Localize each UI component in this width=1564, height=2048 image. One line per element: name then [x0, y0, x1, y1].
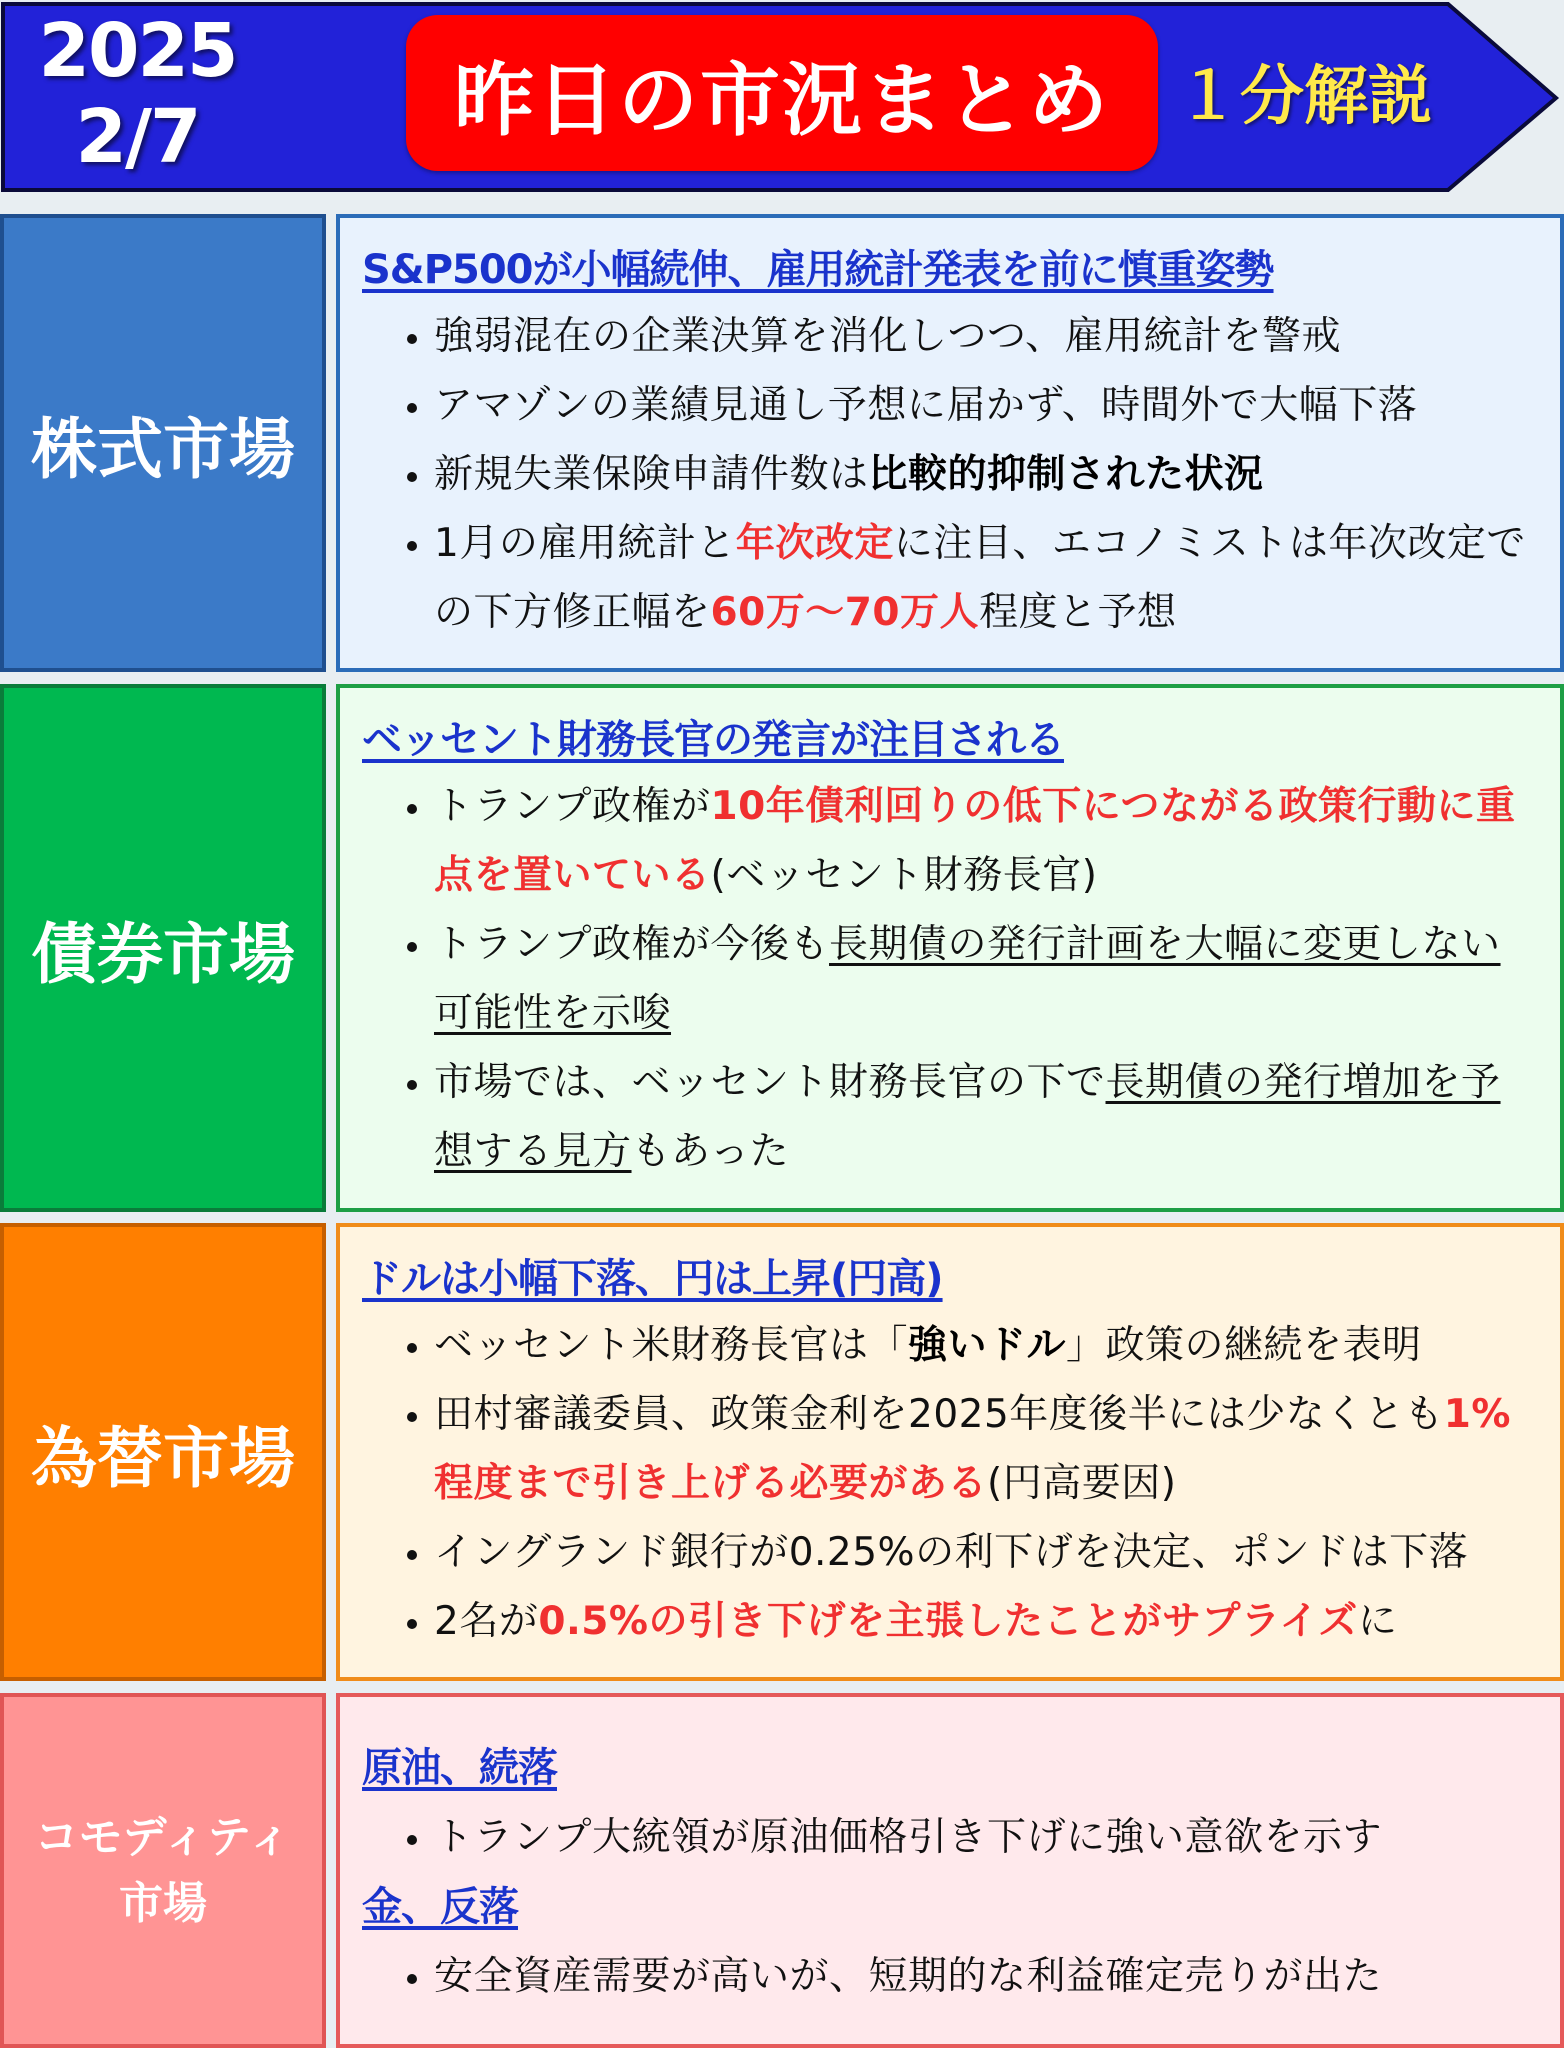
list-item: [434, 302, 1540, 371]
list-item-text: (ベッセント財務長官): [710, 853, 1098, 898]
list-item: [434, 1311, 1540, 1380]
section-label-stock: 株式市場: [0, 214, 326, 672]
section-content-bond: [336, 684, 1564, 1212]
section-bond-market: [0, 684, 1564, 1212]
bullet-list-fx: [362, 1311, 1540, 1656]
list-item-emphasis: 比較的抑制された状況: [868, 452, 1264, 497]
headline-stock[interactable]: S&P500が小幅続伸、雇用統計発表を前に慎重姿勢: [362, 247, 1274, 293]
headline-bond[interactable]: ベッセント財務長官の発言が注目される: [362, 717, 1064, 763]
list-item-highlight: 1%程度まで引き上げる必要がある: [434, 1392, 1511, 1506]
list-item-text: (円高要因): [987, 1461, 1177, 1506]
list-item-text: トランプ政権が: [434, 784, 711, 829]
section-content-fx: [336, 1223, 1564, 1681]
section-label-commodity: コモディティ市場: [0, 1693, 326, 2048]
list-item: [434, 1048, 1540, 1186]
list-item-text: に: [1357, 1599, 1398, 1644]
list-item: [434, 509, 1540, 647]
list-item-underlined: 長期債の発行増加を予想する見方: [434, 1060, 1501, 1174]
list-item-text: 新規失業保険申請件数は: [434, 452, 869, 497]
date-month-day: 2/7: [75, 94, 200, 180]
list-item: [434, 772, 1540, 910]
headline-fx[interactable]: ドルは小幅下落、円は上昇(円高): [362, 1256, 943, 1302]
bullet-list-gold: [362, 1942, 1540, 2011]
list-item-highlight: 60万〜70万人: [710, 590, 980, 635]
list-item-text: もあった: [631, 1129, 790, 1174]
list-item: [434, 371, 1540, 440]
section-fx-market: [0, 1223, 1564, 1681]
list-item-emphasis: 強いドル: [908, 1323, 1067, 1368]
page-subtitle: １分解説: [1176, 60, 1432, 134]
list-item: [434, 1380, 1540, 1518]
list-item: [434, 440, 1540, 509]
list-item-text: トランプ政権が今後も: [434, 922, 830, 967]
date-year: 2025: [38, 8, 237, 94]
list-item: [434, 1518, 1540, 1587]
list-item-text: 田村審議委員、政策金利を2025年度後半には少なくとも: [434, 1392, 1444, 1437]
bullet-list-bond: [362, 772, 1540, 1186]
list-item-text: 安全資産需要が高いが、短期的な利益確定売りが出た: [434, 1954, 1383, 1999]
headline-gold[interactable]: 金、反落: [362, 1884, 518, 1930]
list-item-text: 」政策の継続を表明: [1066, 1323, 1422, 1368]
section-content-commodity: [336, 1693, 1564, 2048]
list-item-text: アマゾンの業績見通し予想に届かず、時間外で大幅下落: [434, 383, 1418, 428]
list-item: [434, 910, 1540, 1048]
list-item-text: 2名が: [434, 1599, 539, 1644]
list-item: [434, 1942, 1540, 2011]
list-item-text: 市場では、ベッセント財務長官の下で: [434, 1060, 1106, 1105]
page-title: 昨日の市況まとめ: [406, 15, 1158, 171]
date-display: [0, 8, 275, 188]
section-label-fx: 為替市場: [0, 1223, 326, 1681]
list-item: [434, 1587, 1540, 1656]
section-stock-market: [0, 214, 1564, 672]
section-content-stock: [336, 214, 1564, 672]
list-item: [434, 1803, 1540, 1872]
list-item-text: イングランド銀行が0.25%の利下げを決定、ポンドは下落: [434, 1530, 1469, 1575]
bullet-list-stock: [362, 302, 1540, 647]
list-item-text: に注目、エコノミストは年次改定での下方修正幅を: [434, 521, 1526, 635]
list-item-highlight: 年次改定: [735, 521, 894, 566]
section-commodity-market: [0, 1693, 1564, 2048]
bullet-list-crude-oil: [362, 1803, 1540, 1872]
list-item-text: 程度と予想: [979, 590, 1177, 635]
list-item-text: トランプ大統領が原油価格引き下げに強い意欲を示す: [434, 1815, 1383, 1860]
headline-crude-oil[interactable]: 原油、続落: [362, 1745, 557, 1791]
header-banner: [0, 0, 1564, 196]
section-label-bond: 債券市場: [0, 684, 326, 1212]
list-item-highlight: 10年債利回りの低下につながる政策行動に重点を置いている: [434, 784, 1516, 898]
list-item-highlight: 0.5%の引き下げを主張したことがサプライズ: [538, 1599, 1358, 1644]
list-item-underlined: 長期債の発行計画を大幅に変更しない可能性を示唆: [434, 922, 1501, 1036]
list-item-text: 強弱混在の企業決算を消化しつつ、雇用統計を警戒: [434, 314, 1341, 359]
list-item-text: 1月の雇用統計と: [434, 521, 736, 566]
list-item-text: ベッセント米財務長官は「: [434, 1323, 909, 1368]
